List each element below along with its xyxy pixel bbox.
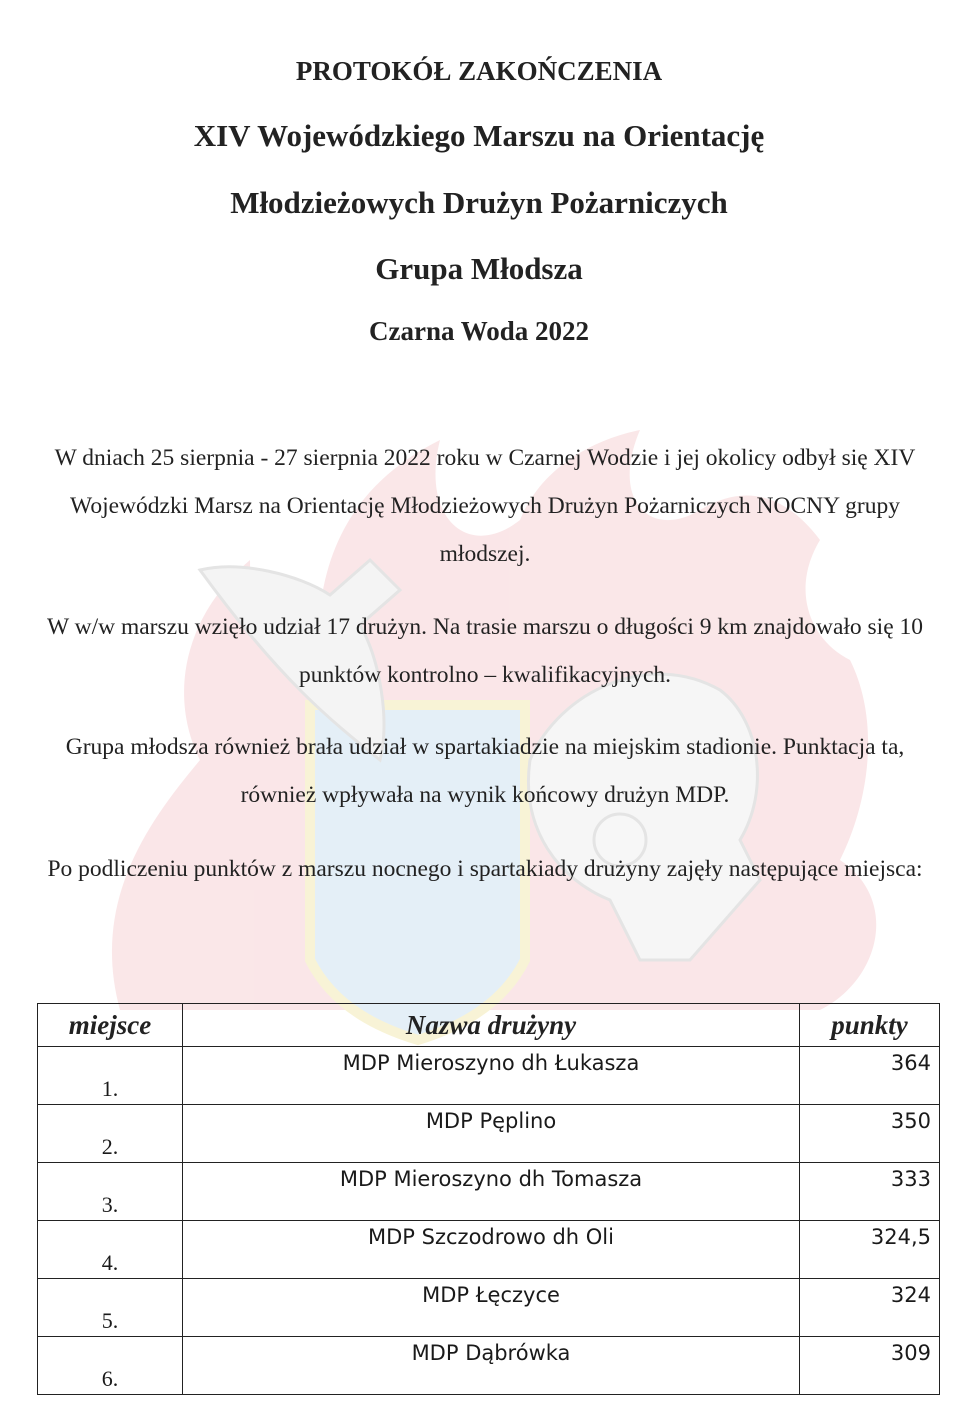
team-name-cell: MDP Łęczyce xyxy=(422,1283,560,1307)
team-name-cell: MDP Szczodrowo dh Oli xyxy=(368,1225,614,1249)
table-row xyxy=(38,1163,940,1221)
points-cell: 324,5 xyxy=(870,1225,931,1249)
team-name-cell: MDP Mieroszyno dh Tomasza xyxy=(339,1167,643,1191)
table-header-row xyxy=(38,1004,940,1047)
header-team-name: Nazwa drużyny xyxy=(183,1004,800,1047)
results-intro-paragraph: Po podliczeniu punktów z marszu nocnego i spartakiady drużyny zajęły następujące miejsca: xyxy=(47,856,923,882)
place-cell: 4. xyxy=(101,1250,119,1275)
points-cell: 333 xyxy=(890,1167,931,1191)
team-name-cell: MDP Pęplino xyxy=(425,1109,557,1133)
points-cell: 364 xyxy=(890,1051,931,1075)
header-points: punkty xyxy=(800,1004,940,1047)
table-row xyxy=(38,1279,940,1337)
document-title: PROTOKÓŁ ZAKOŃCZENIA xyxy=(295,56,663,86)
team-name-cell: MDP Mieroszyno dh Łukasza xyxy=(342,1051,640,1075)
location-year-line: Czarna Woda 2022 xyxy=(368,316,590,346)
group-line: Grupa Młodsza xyxy=(375,251,583,286)
place-cell: 2. xyxy=(101,1134,119,1159)
place-cell: 3. xyxy=(101,1192,119,1217)
table-row xyxy=(38,1105,940,1163)
organization-line: Młodzieżowych Drużyn Pożarniczych xyxy=(230,185,728,220)
table-row xyxy=(38,1047,940,1105)
points-cell: 309 xyxy=(890,1341,931,1365)
spartakiad-paragraph: Grupa młodsza również brała udział w spartakiadzie na miejskim stadionie. Punktacja ta, również wpływała na wynik końcowy drużyn MDP. xyxy=(65,734,905,808)
results-table xyxy=(37,1003,940,1395)
place-cell: 1. xyxy=(101,1076,119,1101)
place-cell: 5. xyxy=(101,1308,119,1333)
points-cell: 324 xyxy=(890,1283,931,1307)
table-row xyxy=(38,1337,940,1395)
team-name-cell: MDP Dąbrówka xyxy=(411,1341,571,1365)
table-row xyxy=(38,1221,940,1279)
header-place: miejsce xyxy=(38,1004,183,1047)
event-name-line: XIV Wojewódzkiego Marszu na Orientację xyxy=(193,118,765,153)
intro-paragraph: W dniach 25 sierpnia - 27 sierpnia 2022 roku w Czarnej Wodzie i jej okolicy odbył się XIV Wojewódzki Marsz na Orientację Młodzieżowych Drużyn Pożarniczych NOCNY grupy młodszej. xyxy=(54,445,916,567)
participants-paragraph: W w/w marszu wzięło udział 17 drużyn. Na trasie marszu o długości 9 km znajdowało się 10 punktów kontrolno – kwalifikacyjnych. xyxy=(46,614,924,688)
place-cell: 6. xyxy=(101,1366,119,1391)
points-cell: 350 xyxy=(890,1109,931,1133)
